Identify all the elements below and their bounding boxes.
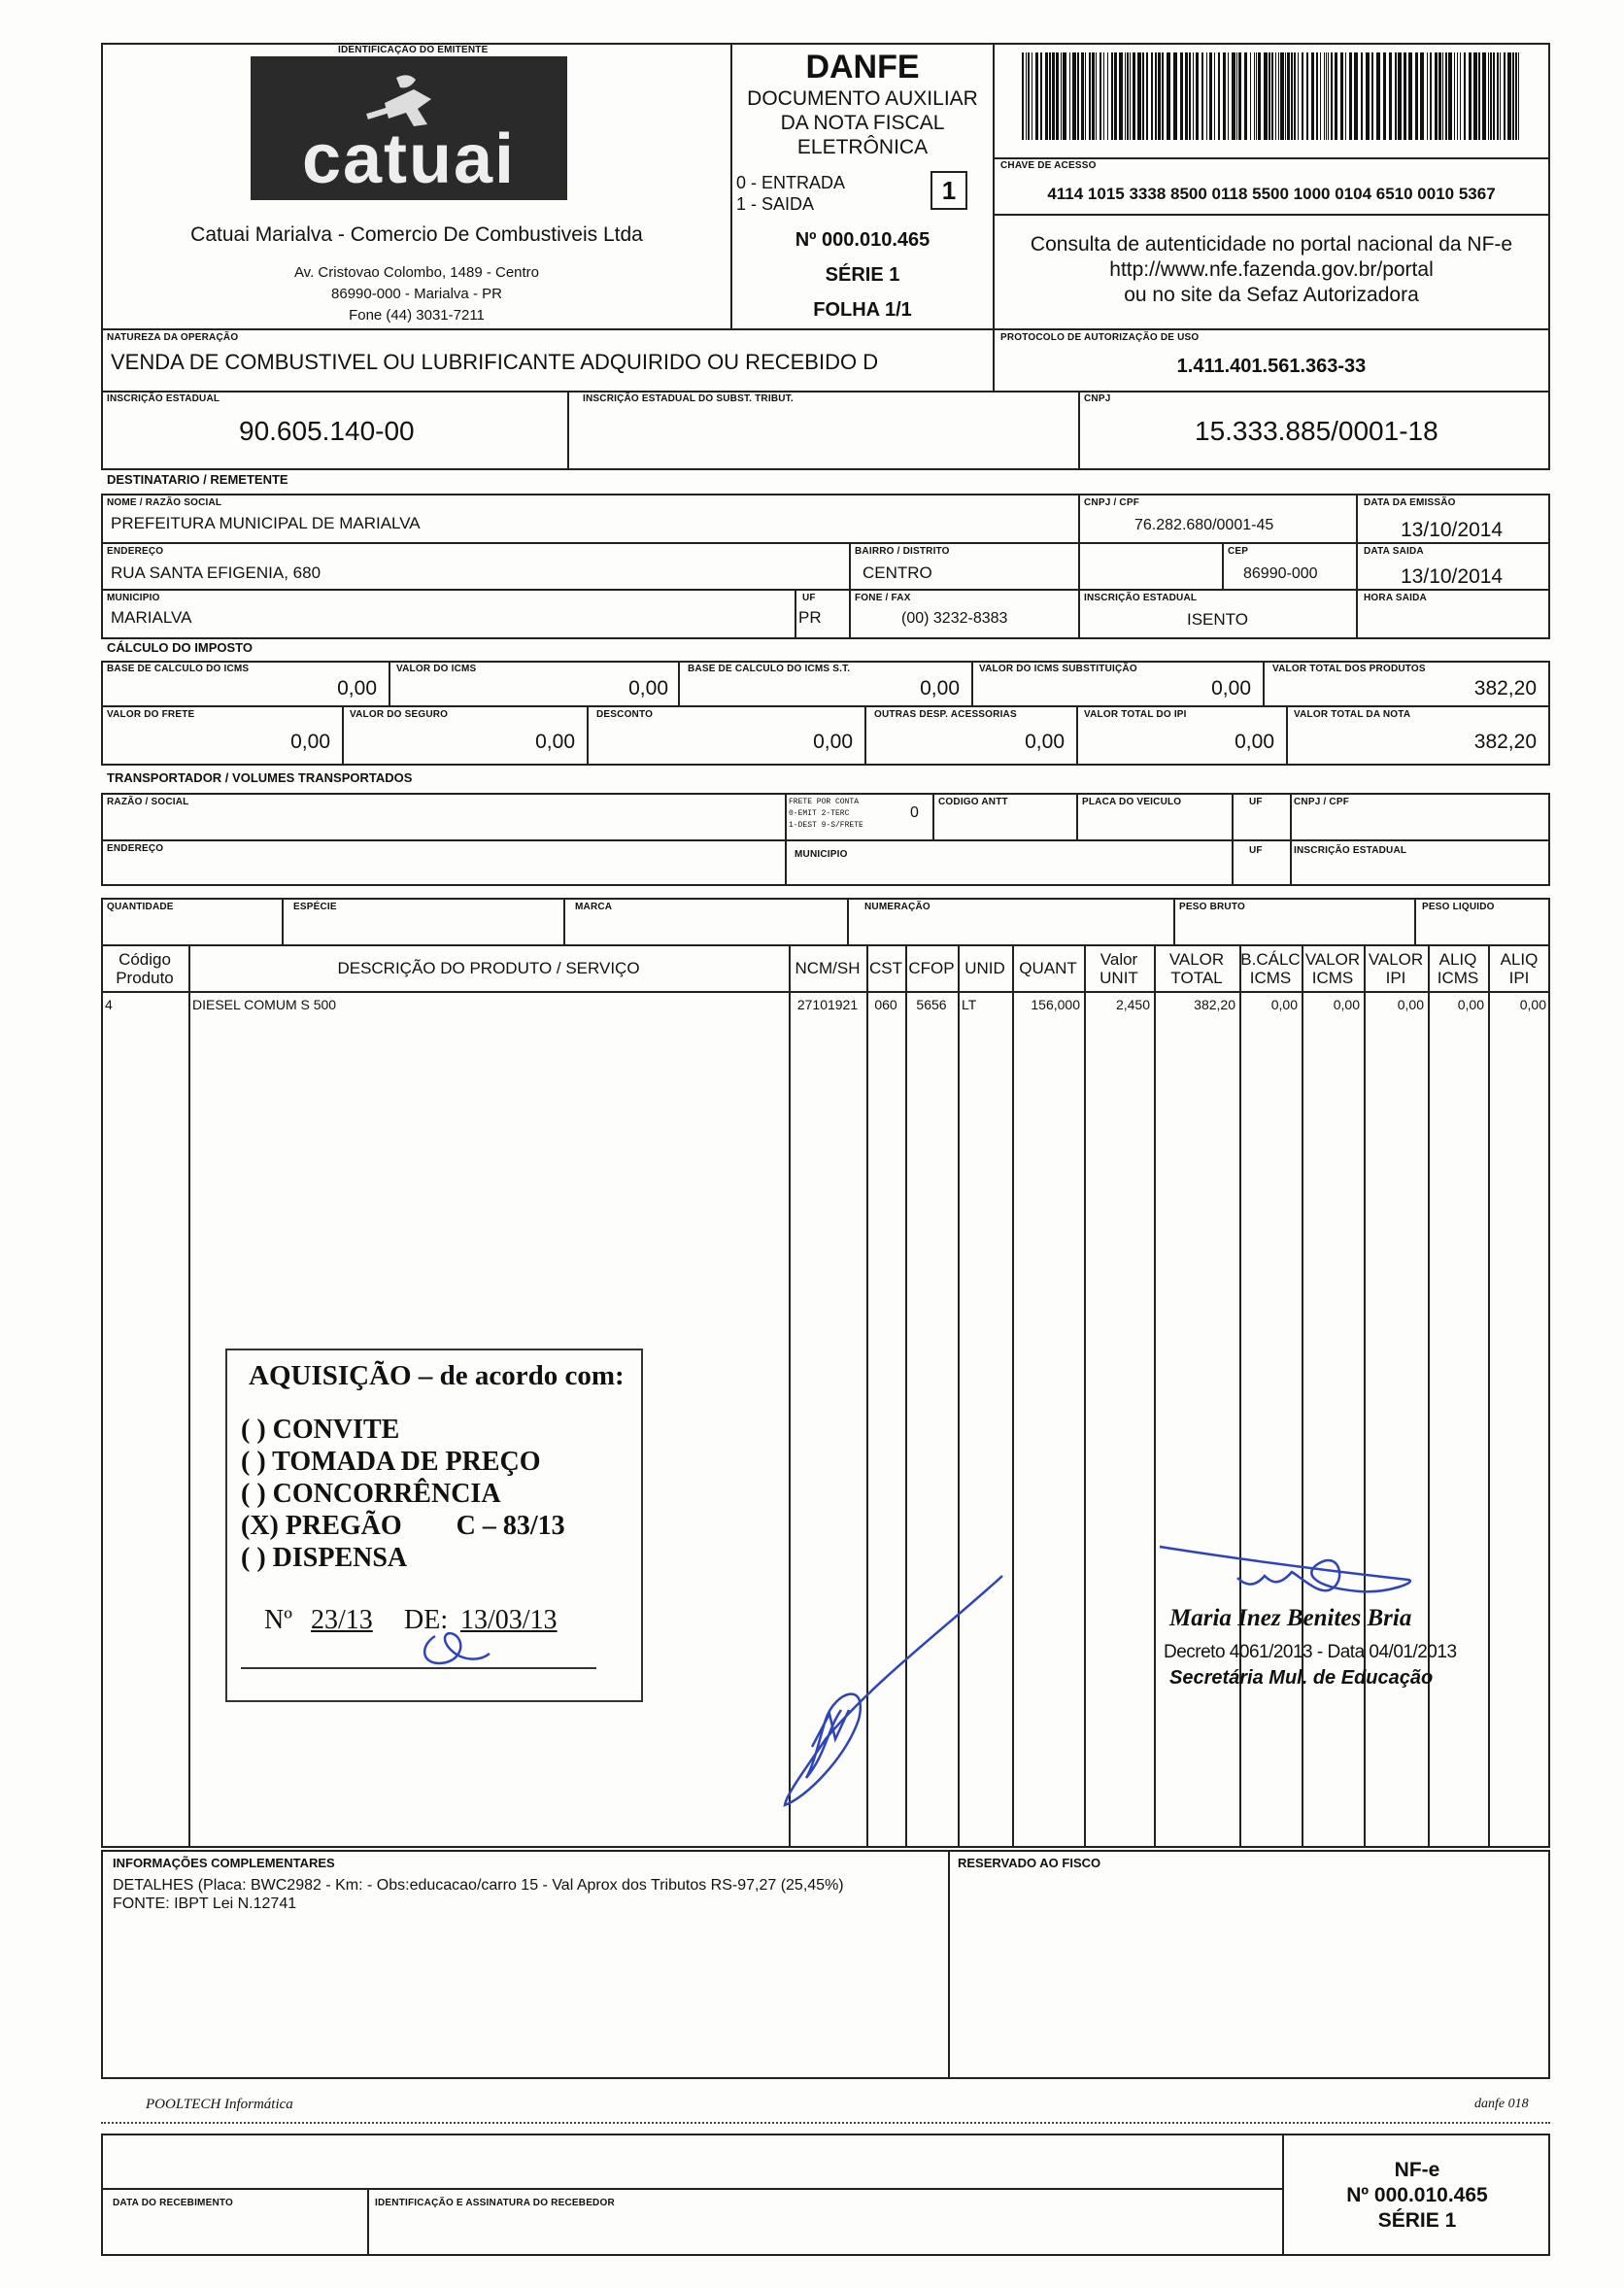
vol-v-1	[282, 898, 284, 946]
danfe-sub-2: DA NOTA FISCAL	[780, 112, 945, 134]
base-st-label: BASE DE CALCULO DO ICMS S.T.	[688, 664, 851, 674]
valor-st-label: VALOR DO ICMS SUBSTITUIÇÃO	[979, 664, 1137, 674]
stamp-option-1: ( ) CONVITE	[241, 1415, 400, 1445]
tr-endereco-label: ENDEREÇO	[107, 843, 164, 854]
stamp-numero: 23/13	[311, 1605, 373, 1635]
canhoto-numero: Nº 000.010.465	[1346, 2184, 1488, 2206]
handwritten-signature-left	[767, 1564, 1020, 1817]
imp-v-9	[1286, 705, 1288, 766]
produtos-header-divider	[101, 991, 1550, 993]
column-divider	[1488, 944, 1490, 1848]
dest-nome-label: NOME / RAZÃO SOCIAL	[107, 497, 222, 508]
table-cell: 156,000	[1031, 997, 1080, 1012]
imp-row-div	[101, 705, 1550, 707]
valor-icms-label: VALOR DO ICMS	[396, 664, 477, 674]
table-cell: 0,00	[1457, 997, 1484, 1012]
emitente-razao: Catuai Marialva - Comercio De Combustiveis Ltda	[190, 223, 643, 246]
recebimento-label: DATA DO RECEBIMENTO	[113, 2198, 233, 2208]
column-divider	[1428, 944, 1430, 1848]
emitente-fone: Fone (44) 3031-7211	[349, 307, 485, 324]
danfe-sub-1: DOCUMENTO AUXILIAR	[747, 87, 978, 110]
tr-v-3	[1076, 793, 1078, 839]
cnpj-value: 15.333.885/0001-18	[1195, 416, 1438, 446]
imp-v-7	[864, 705, 866, 766]
imp-v-4	[1263, 661, 1265, 705]
seguro-label: VALOR DO SEGURO	[350, 709, 449, 720]
emitente-cidade: 86990-000 - Marialva - PR	[331, 286, 502, 302]
base-icms: 0,00	[337, 677, 377, 700]
info-line-2: FONTE: IBPT Lei N.12741	[113, 1895, 297, 1912]
protocolo-value: 1.411.401.561.363-33	[1176, 356, 1367, 377]
tr-row-div	[101, 839, 1550, 841]
transportador-section: TRANSPORTADOR / VOLUMES TRANSPORTADOS	[107, 770, 413, 785]
desconto-label: DESCONTO	[596, 709, 654, 720]
table-cell: 0,00	[1270, 997, 1298, 1012]
column-header: QUANT	[1019, 959, 1077, 977]
ins-div-2	[1078, 391, 1080, 470]
destinatario-section: DESTINATARIO / REMETENTE	[107, 472, 288, 487]
dest-v-1	[1078, 494, 1080, 639]
dest-ie-label: INSCRIÇÃO ESTADUAL	[1084, 593, 1198, 603]
vol-v-5	[1414, 898, 1416, 946]
chave-divider	[993, 157, 1550, 159]
vol-v-3	[847, 898, 849, 946]
recebedor-label: IDENTIFICAÇÃO E ASSINATURA DO RECEBEDOR	[375, 2198, 615, 2208]
dest-ie: ISENTO	[1187, 610, 1248, 629]
dest-v-2	[1356, 494, 1358, 639]
ie-value: 90.605.140-00	[239, 416, 415, 446]
imp-v-5	[342, 705, 344, 766]
tr-v-5	[1290, 793, 1292, 886]
total-nota-label: VALOR TOTAL DA NOTA	[1294, 709, 1411, 720]
tr-uf-label: UF	[1249, 797, 1263, 807]
dest-cep: 86990-000	[1243, 565, 1318, 582]
table-cell: DIESEL COMUM S 500	[192, 997, 337, 1012]
emitente-endereco: Av. Cristovao Colombo, 1489 - Centro	[293, 264, 540, 281]
chave-divider-2	[993, 214, 1550, 216]
vol-v-2	[563, 898, 565, 946]
tr-frete-2: 0-EMIT 2-TERC	[789, 809, 850, 818]
dest-row-2	[101, 589, 1550, 591]
logo-text: catuai	[301, 120, 517, 198]
dest-v-6	[849, 589, 851, 639]
dest-bairro: CENTRO	[863, 563, 932, 582]
column-divider	[1154, 944, 1156, 1848]
canhoto-divider	[101, 2188, 1284, 2190]
dest-cnpj-label: CNPJ / CPF	[1084, 497, 1140, 508]
canhoto-nfe: NF-e	[1394, 2159, 1440, 2181]
base-icms-label: BASE DE CALCULO DO ICMS	[107, 664, 250, 674]
imp-v-8	[1076, 705, 1078, 766]
ie-st-label: INSCRIÇÃO ESTADUAL DO SUBST. TRIBUT.	[583, 393, 794, 404]
danfe-saida: 1 - SAIDA	[736, 194, 815, 214]
tr-frete-1: FRETE POR CONTA	[789, 798, 860, 806]
ins-div-1	[567, 391, 569, 470]
emitente-label: IDENTIFICAÇÃO DO EMITENTE	[338, 45, 489, 55]
consulta-3: ou no site da Sefaz Autorizadora	[1124, 284, 1419, 306]
vol-especie-label: ESPÉCIE	[293, 902, 337, 912]
imp-v-2	[678, 661, 680, 705]
dest-cep-label: CEP	[1228, 546, 1249, 557]
danfe-folha: FOLHA 1/1	[813, 299, 912, 321]
stamp-title: AQUISIÇÃO – de acordo com:	[249, 1360, 625, 1391]
table-cell: 060	[874, 997, 897, 1012]
imp-v-3	[971, 661, 973, 705]
column-header: Valor UNIT	[1100, 950, 1138, 987]
tr-frete-3: 1-DEST 9-S/FRETE	[789, 821, 863, 830]
stamp-data: 13/03/13	[460, 1605, 558, 1635]
danfe-entrada: 0 - ENTRADA	[736, 173, 846, 192]
tr-uf2-label: UF	[1249, 845, 1263, 856]
imp-v-1	[389, 661, 390, 705]
dest-saida: 13/10/2014	[1401, 565, 1504, 588]
tr-frete-value: 0	[910, 804, 919, 821]
dest-uf: PR	[798, 608, 822, 627]
dest-endereco: RUA SANTA EFIGENIA, 680	[111, 563, 321, 582]
fisco-box	[948, 1850, 1550, 2079]
canhoto-v-1	[367, 2188, 369, 2256]
table-cell: 5656	[916, 997, 947, 1012]
consulta-1: Consulta de autenticidade no portal nacional da NF-e	[1030, 233, 1513, 256]
natureza-label: NATUREZA DA OPERAÇÃO	[107, 332, 239, 343]
ipi: 0,00	[1235, 731, 1274, 753]
valor-icms: 0,00	[628, 677, 668, 700]
dest-municipio: MARIALVA	[111, 608, 192, 627]
stamp-option-3: ( ) CONCORRÊNCIA	[241, 1479, 501, 1509]
vol-peso-bruto-label: PESO BRUTO	[1179, 902, 1245, 912]
column-header: DESCRIÇÃO DO PRODUTO / SERVIÇO	[337, 959, 640, 977]
imposto-section: CÁLCULO DO IMPOSTO	[107, 640, 253, 655]
column-divider	[1084, 944, 1086, 1848]
column-divider	[188, 944, 190, 1848]
column-divider	[1364, 944, 1366, 1848]
table-cell: 382,20	[1194, 997, 1235, 1012]
dest-v-3	[849, 542, 851, 589]
dest-saida-label: DATA SAIDA	[1364, 546, 1424, 557]
base-st: 0,00	[920, 677, 960, 700]
chave-label: CHAVE DE ACESSO	[1000, 160, 1097, 171]
dest-hora-label: HORA SAIDA	[1364, 593, 1427, 603]
table-cell: 2,450	[1115, 997, 1150, 1012]
barcode-icon	[1022, 52, 1523, 140]
tr-v-4	[1232, 793, 1234, 886]
dest-fone: (00) 3232-8383	[901, 610, 1008, 627]
info-section: INFORMAÇÕES COMPLEMENTARES	[113, 1856, 335, 1870]
total-prod: 382,20	[1473, 677, 1537, 700]
table-cell: 0,00	[1333, 997, 1360, 1012]
signature-cargo: Secretária Mul. de Educação	[1169, 1667, 1434, 1689]
column-header: B.CÁLC ICMS	[1240, 950, 1301, 987]
table-cell: 27101921	[796, 997, 859, 1012]
tr-municipio-label: MUNICIPIO	[795, 849, 848, 860]
dest-cnpj: 76.282.680/0001-45	[1134, 517, 1274, 533]
column-divider	[1302, 944, 1303, 1848]
tr-v-1	[785, 793, 787, 886]
handwritten-initials-stamp	[412, 1617, 499, 1675]
danfe-sub-3: ELETRÔNICA	[796, 136, 929, 158]
vol-marca-label: MARCA	[575, 902, 613, 912]
column-header: Código Produto	[116, 950, 174, 987]
info-line-1: DETALHES (Placa: BWC2982 - Km: - Obs:educacao/carro 15 - Val Aprox dos Tributos RS-97,27 (25,45%)	[113, 1877, 844, 1894]
dest-uf-label: UF	[802, 593, 816, 603]
stamp-option-2: ( ) TOMADA DE PREÇO	[241, 1447, 541, 1477]
dest-row-1	[101, 542, 1550, 544]
form-id: danfe 018	[1474, 2097, 1529, 2111]
perforation-line	[101, 2122, 1550, 2124]
vol-numeracao-label: NUMERAÇÃO	[864, 902, 930, 912]
dest-endereco-label: ENDEREÇO	[107, 546, 164, 557]
seguro: 0,00	[535, 731, 575, 753]
ie-label: INSCRIÇÃO ESTADUAL	[107, 393, 220, 404]
dest-municipio-label: MUNICIPIO	[107, 593, 160, 603]
canhoto-serie: SÉRIE 1	[1377, 2209, 1457, 2232]
tr-razao-label: RAZÃO / SOCIAL	[107, 797, 189, 807]
vol-v-4	[1173, 898, 1175, 946]
vol-quantidade-label: QUANTIDADE	[107, 902, 174, 912]
danfe-serie: SÉRIE 1	[825, 264, 900, 286]
dest-emissao-label: DATA DA EMISSÃO	[1364, 497, 1456, 508]
dest-v-5	[795, 589, 796, 639]
signature-decreto: Decreto 4061/2013 - Data 04/01/2013	[1164, 1642, 1457, 1662]
column-divider	[1239, 944, 1241, 1848]
tr-cnpj-label: CNPJ / CPF	[1294, 797, 1350, 807]
tr-antt-label: CODIGO ANTT	[938, 797, 1008, 807]
tr-v-2	[932, 793, 934, 839]
dest-v-4	[1222, 542, 1224, 589]
stamp-option-4: (X) PREGÃO C – 83/13	[241, 1511, 565, 1541]
dest-emissao: 13/10/2014	[1401, 519, 1504, 541]
protocolo-label: PROTOCOLO DE AUTORIZAÇÃO DE USO	[1000, 332, 1200, 343]
natureza-value: VENDA DE COMBUSTIVEL OU LUBRIFICANTE ADQUIRIDO OU RECEBIDO D	[111, 350, 879, 374]
tr-ie-label: INSCRIÇÃO ESTADUAL	[1294, 845, 1407, 856]
tr-placa-label: PLACA DO VEICULO	[1082, 797, 1182, 807]
valor-st: 0,00	[1211, 677, 1251, 700]
stamp-option-5: ( ) DISPENSA	[241, 1543, 408, 1573]
desconto: 0,00	[813, 731, 853, 753]
total-prod-label: VALOR TOTAL DOS PRODUTOS	[1272, 664, 1426, 674]
danfe-tipo: 1	[930, 171, 967, 210]
table-cell: 4	[105, 997, 113, 1012]
column-header: CFOP	[908, 959, 955, 977]
chave-value[interactable]: 4114 1015 3338 8500 0118 5500 1000 0104 6510 0010 5367	[1047, 185, 1496, 203]
column-header: ALIQ IPI	[1500, 950, 1539, 987]
table-cell: 0,00	[1519, 997, 1546, 1012]
signature-name: Maria Inez Benites Bria	[1169, 1605, 1412, 1631]
column-header: NCM/SH	[795, 959, 861, 977]
outras: 0,00	[1025, 731, 1065, 753]
software-credit: POOLTECH Informática	[146, 2097, 293, 2112]
danfe-numero: Nº 000.010.465	[795, 229, 930, 251]
fisco-label: RESERVADO AO FISCO	[958, 1856, 1101, 1870]
dest-bairro-label: BAIRRO / DISTRITO	[855, 546, 950, 557]
column-header: UNID	[964, 959, 1005, 977]
table-cell: LT	[962, 997, 977, 1012]
column-header: VALOR IPI	[1368, 950, 1424, 987]
outras-label: OUTRAS DESP. ACESSORIAS	[874, 709, 1017, 720]
ipi-label: VALOR TOTAL DO IPI	[1084, 709, 1187, 720]
company-logo	[251, 56, 567, 200]
column-header: VALOR ICMS	[1304, 950, 1361, 987]
imp-v-6	[587, 705, 589, 766]
dest-nome: PREFEITURA MUNICIPAL DE MARIALVA	[111, 514, 421, 532]
stamp-data-label: DE:	[404, 1605, 449, 1635]
frete-label: VALOR DO FRETE	[107, 709, 195, 720]
column-header: VALOR TOTAL	[1168, 950, 1225, 987]
consulta-2[interactable]: http://www.nfe.fazenda.gov.br/portal	[1109, 258, 1434, 281]
vol-peso-liquido-label: PESO LIQUIDO	[1422, 902, 1495, 912]
stamp-numero-label: Nº	[264, 1605, 292, 1635]
column-header: CST	[869, 959, 902, 977]
table-cell: 0,00	[1397, 997, 1424, 1012]
column-header: ALIQ ICMS	[1437, 950, 1479, 987]
frete: 0,00	[290, 731, 330, 753]
total-nota: 382,20	[1473, 731, 1537, 753]
dest-fone-label: FONE / FAX	[855, 593, 911, 603]
cnpj-label: CNPJ	[1084, 393, 1111, 404]
danfe-title: DANFE	[805, 49, 920, 85]
